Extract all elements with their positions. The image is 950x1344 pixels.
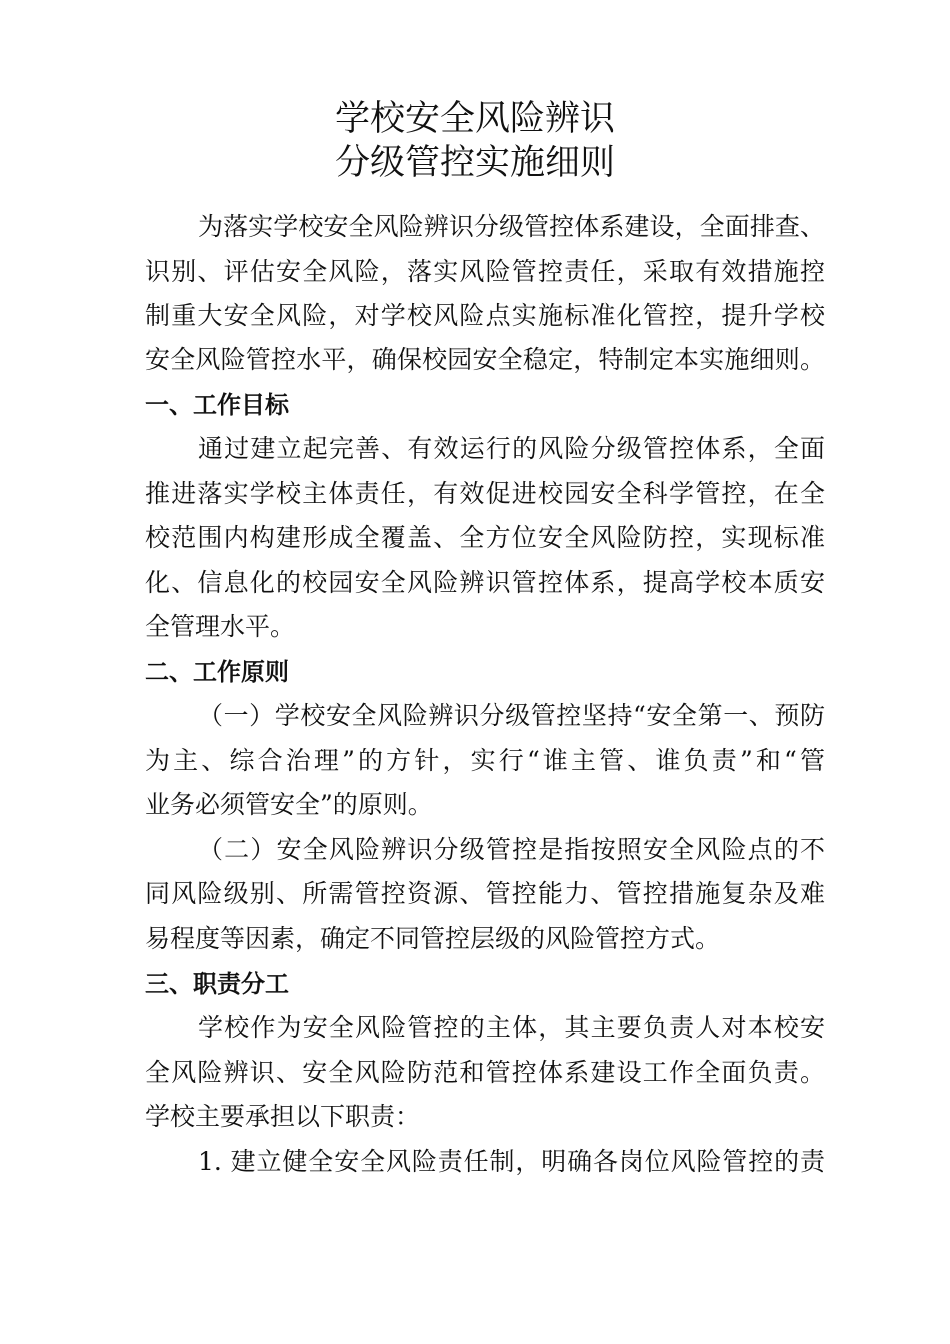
section3-line-2: 全风险辨识、安全风险防范和管控体系建设工作全面负责。 <box>145 1058 825 1087</box>
document-title-line-2: 分级管控实施细则 <box>334 143 615 183</box>
section2-item1-line-1: （一）学校安全风险辨识分级管控坚持“安全第一、预防 <box>198 701 825 730</box>
section1-line-3: 校范围内构建形成全覆盖、全方位安全风险防控，实现标准 <box>145 523 825 552</box>
section1-line-5: 全管理水平。 <box>145 612 296 641</box>
section3-line-3: 学校主要承担以下职责： <box>145 1102 421 1131</box>
section3-line-4: 1. 建立健全安全风险责任制，明确各岗位风险管控的责 <box>198 1147 825 1176</box>
intro-line-3: 制重大安全风险，对学校风险点实施标准化管控，提升学校 <box>145 301 825 330</box>
intro-line-2: 识别、评估安全风险，落实风险管控责任，采取有效措施控 <box>145 257 825 286</box>
section1-line-4: 化、信息化的校园安全风险辨识管控体系，提高学校本质安 <box>145 568 825 597</box>
section2-item2-line-1: （二）安全风险辨识分级管控是指按照安全风险点的不 <box>198 835 825 864</box>
section-heading-work-principles: 二、工作原则 <box>145 658 289 686</box>
section2-item2-line-2: 同风险级别、所需管控资源、管控能力、管控措施复杂及难 <box>145 879 825 908</box>
intro-line-1: 为落实学校安全风险辨识分级管控体系建设，全面排查、 <box>198 212 825 241</box>
section2-item1-line-3: 业务必须管安全”的原则。 <box>145 790 433 819</box>
document-title-line-1: 学校安全风险辨识 <box>334 99 615 139</box>
section2-item1-line-2: 为主、综合治理”的方针，实行“谁主管、谁负责”和“管 <box>145 746 825 775</box>
section-heading-work-goals: 一、工作目标 <box>145 391 289 419</box>
section1-line-2: 推进落实学校主体责任，有效促进校园安全科学管控，在全 <box>145 479 825 508</box>
section-heading-responsibilities: 三、职责分工 <box>145 970 289 998</box>
intro-line-4: 安全风险管控水平，确保校园安全稳定，特制定本实施细则。 <box>145 345 825 374</box>
section2-item2-line-3: 易程度等因素，确定不同管控层级的风险管控方式。 <box>145 924 721 953</box>
section1-line-1: 通过建立起完善、有效运行的风险分级管控体系，全面 <box>198 434 825 463</box>
section3-line-1: 学校作为安全风险管控的主体，其主要负责人对本校安 <box>198 1013 825 1042</box>
